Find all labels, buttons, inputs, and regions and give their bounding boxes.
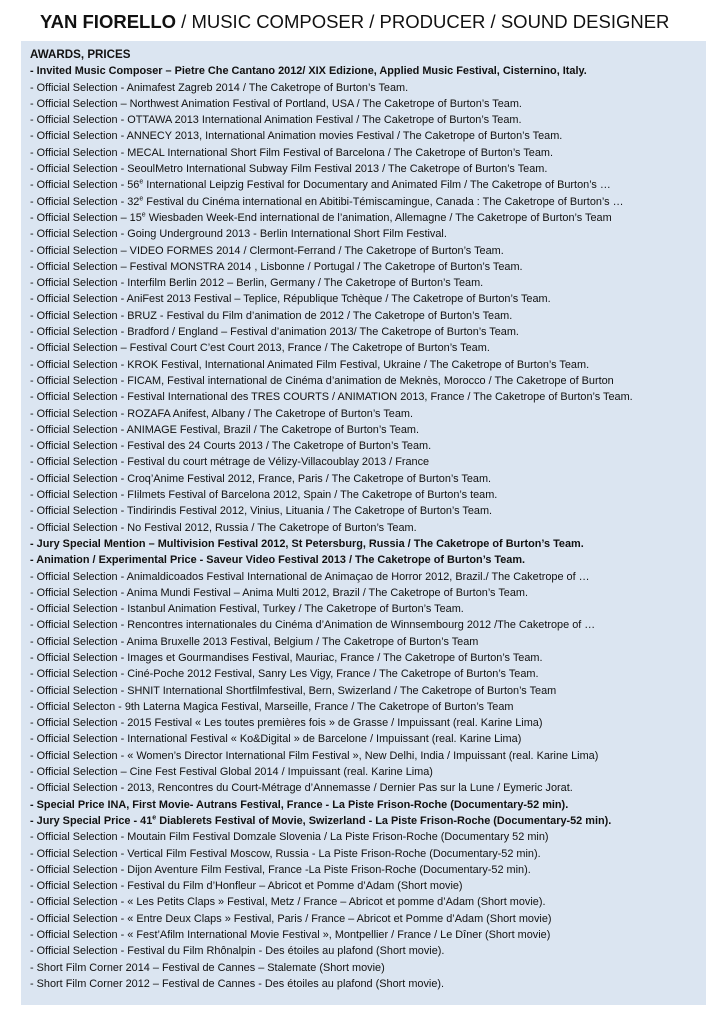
award-entry: - Official Selection - Festival du Film Rhônalpin - Des étoiles au plafond (Short movie). [30, 945, 445, 958]
award-entry: - Special Price INA, First Movie- Autrans Festival, France - La Piste Frison-Roche (Documentary-52 min). [30, 798, 569, 811]
award-entry: - Official Selection - Dijon Aventure Film Festival, France -La Piste Frison-Roche (Documentary-52 min). [30, 863, 531, 876]
award-entry: - Official Selection - « Women’s Director International Film Festival », New Delhi, India / Impuissant (real. Karine Lima) [30, 749, 599, 762]
award-entry-text: - Jury Special Price - 41 [30, 814, 153, 827]
award-entry: - Official Selection - Festival du court métrage de Vélizy-Villacoublay 2013 / France [30, 456, 430, 469]
award-entry: - Official Selection - Interfilm Berlin 2012 – Berlin, Germany / The Caketrope of Burton’s Team. [30, 277, 484, 290]
award-entry: - Official Selection - Animafest Zagreb 2014 / The Caketrope of Burton’s Team. [30, 81, 409, 94]
award-entry: - Official Selection - Festival International des TRES COURTS / ANIMATION 2013, France / The Caketrope of Burton’s Team. [30, 391, 633, 404]
award-entry: - Official Selection - 2015 Festival « Les toutes premières fois » de Grasse / Impuissant (real. Karine Lima) [30, 717, 543, 730]
page-header [40, 11, 669, 33]
award-entry-text: Diablerets Festival of Movie, Swizerland - La Piste Frison-Roche (Documentary-52 min). [156, 814, 612, 827]
award-entry: - Official Selection - FICAM, Festival international de Cinéma d’animation de Meknès, Morocco / The Caketrope of Burton [30, 374, 614, 387]
award-entry [30, 210, 705, 226]
award-entry-text: - Official Selection - 32 [30, 195, 140, 208]
award-entry: - Official Selection - Anima Bruxelle 2013 Festival, Belgium / The Caketrope of Burton’s Team [30, 635, 479, 648]
award-entry: - Official Selection - Going Underground 2013 - Berlin International Short Film Festival. [30, 228, 447, 241]
award-entry: - Animation / Experimental Price - Saveur Video Festival 2013 / The Caketrope of Burton’s Team. [30, 554, 526, 567]
award-entry-text: Wiesbaden Week-End international de l’animation, Allemagne / The Caketrope of Burton’s Team [145, 211, 612, 224]
award-entry [30, 813, 705, 829]
composer-name: YAN FIORELLO [40, 11, 177, 32]
award-entry: - Official Selection - Ciné-Poche 2012 Festival, Sanry Les Vigy, France / The Caketrope of Burton’s Team. [30, 668, 539, 681]
award-entry: - Official Selection - Images et Gourmandises Festival, Mauriac, France / The Caketrope of Burton’s Team. [30, 651, 543, 664]
award-entry: - Short Film Corner 2014 – Festival de Cannes – Stalemate (Short movie) [30, 961, 385, 974]
award-entry-text: Festival du Cinéma international en Abitibi-Témiscamingue, Canada : The Caketrope of Burton’s … [143, 195, 624, 208]
awards-heading: AWARDS, PRICES [30, 48, 131, 61]
awards-list [30, 47, 705, 992]
award-entry: - Official Selection - Croq’Anime Festival 2012, France, Paris / The Caketrope of Burton’s Team. [30, 472, 492, 485]
award-entry: - Official Selection - SeoulMetro International Subway Film Festival 2013 / The Caketrope of Burton’s Team. [30, 163, 548, 176]
award-entry: - Official Selection - FIilmets Festival of Barcelona 2012, Spain / The Caketrope of Burton’s team. [30, 489, 498, 502]
award-entry: - Official Selection - KROK Festival, International Animated Film Festival, Ukraine / The Caketrope of Burton’s Team. [30, 358, 590, 371]
award-entry: - Official Selection - Istanbul Animation Festival, Turkey / The Caketrope of Burton’s Team. [30, 603, 464, 616]
award-entry: - Official Selection – VIDEO FORMES 2014 / Clermont-Ferrand / The Caketrope of Burton’s Team. [30, 244, 504, 257]
award-entry-text: International Leipzig Festival for Documentary and Animated Film / The Caketrope of Burton’s … [143, 179, 611, 192]
ordinal-superscript: e [139, 178, 144, 186]
award-entry: - Official Selection - Vertical Film Festival Moscow, Russia - La Piste Frison-Roche (Documentary-52 min). [30, 847, 541, 860]
award-entry: - Official Selection – Northwest Animation Festival of Portland, USA / The Caketrope of Burton’s Team. [30, 97, 522, 110]
award-entry-text: - Official Selection – 15 [30, 211, 142, 224]
award-entry: - Official Selection - SHNIT International Shortfilmfestival, Bern, Swizerland / The Caketrope of Burton’s Team [30, 684, 557, 697]
award-entry: - Official Selection - No Festival 2012, Russia / The Caketrope of Burton’s Team. [30, 521, 417, 534]
award-entry-text: - Official Selection - 56 [30, 179, 140, 192]
award-entry: - Official Selection - OTTAWA 2013 International Animation Festival / The Caketrope of Burton’s Team. [30, 114, 522, 127]
award-entry: - Official Selection - ANNECY 2013, International Animation movies Festival / The Caketrope of Burton’s Team. [30, 130, 563, 143]
award-entry: - Invited Music Composer – Pietre Che Cantano 2012/ XIX Edizione, Applied Music Festival, Cisternino, Italy. [30, 65, 587, 78]
award-entry: - Official Selection - Bradford / England – Festival d’animation 2013/ The Caketrope of Burton’s Team. [30, 326, 519, 339]
award-entry: - Official Selection - 2013, Rencontres du Court-Métrage d’Annemasse / Dernier Pas sur la Lune / Eymeric Jorat. [30, 782, 573, 795]
award-entry: - Official Selection - Tindirindis Festival 2012, Vinius, Lituania / The Caketrope of Burton’s Team. [30, 505, 493, 518]
award-entry: - Official Selection - Festival du Film d’Honfleur – Abricot et Pomme d’Adam (Short movie) [30, 880, 463, 893]
award-entry: - Official Selection - « Les Petits Claps » Festival, Metz / France – Abricot et pomme d’Adam (Short movie). [30, 896, 546, 909]
award-entry [30, 177, 705, 193]
award-entry [30, 194, 705, 210]
ordinal-superscript: e [141, 211, 146, 219]
award-entry: - Official Selection - MECAL International Short Film Festival of Barcelona / The Caketrope of Burton’s Team. [30, 146, 553, 159]
award-entry: - Official Selection - ANIMAGE Festival, Brazil / The Caketrope of Burton’s Team. [30, 423, 419, 436]
award-entry: - Official Selecton - 9th Laterna Magica Festival, Marseille, France / The Caketrope of Burton’s Team [30, 700, 514, 713]
award-entry: - Official Selection - Festival des 24 Courts 2013 / The Caketrope of Burton’s Team. [30, 440, 432, 453]
award-entry: - Official Selection - AniFest 2013 Festival – Teplice, République Tchèque / The Caketrope of Burton’s Team. [30, 293, 551, 306]
award-entry: - Official Selection – Festival MONSTRA 2014 , Lisbonne / Portugal / The Caketrope of Burton’s Team. [30, 260, 523, 273]
award-entry: - Official Selection – Cine Fest Festival Global 2014 / Impuissant (real. Karine Lima) [30, 766, 433, 779]
award-entry: - Official Selection - « Entre Deux Claps » Festival, Paris / France – Abricot et Pomme d’Adam (Short movie) [30, 912, 552, 925]
composer-title: / MUSIC COMPOSER / PRODUCER / SOUND DESIGNER [176, 11, 670, 32]
award-entry: - Official Selection - Anima Mundi Festival – Anima Multi 2012, Brazil / The Caketrope of Burton’s Team. [30, 586, 528, 599]
ordinal-superscript: e [152, 814, 157, 822]
award-entry: - Official Selection - « Fest’Afilm International Movie Festival », Montpellier / France / Le Dîner (Short movie) [30, 929, 551, 942]
award-entry: - Official Selection - International Festival « Ko&Digital » de Barcelone / Impuissant (real. Karine Lima) [30, 733, 522, 746]
award-entry: - Official Selection - BRUZ - Festival du Film d’animation de 2012 / The Caketrope of Burton’s Team. [30, 309, 513, 322]
award-entry: - Official Selection - Moutain Film Festival Domzale Slovenia / La Piste Frison-Roche (Documentary 52 min) [30, 831, 549, 844]
award-entry: - Official Selection – Festival Court C’est Court 2013, France / The Caketrope of Burton’s Team. [30, 342, 490, 355]
award-entry: - Official Selection - Rencontres internationales du Cinéma d’Animation de Winnsembourg 2012 /The Caketrope of … [30, 619, 596, 632]
award-entry: - Short Film Corner 2012 – Festival de Cannes - Des étoiles au plafond (Short movie). [30, 977, 445, 990]
award-entry: - Official Selection - ROZAFA Anifest, Albany / The Caketrope of Burton’s Team. [30, 407, 413, 420]
award-entry: - Jury Special Mention – Multivision Festival 2012, St Petersburg, Russia / The Caketrope of Burton’s Team. [30, 537, 584, 550]
ordinal-superscript: e [139, 195, 144, 203]
award-entry: - Official Selection - Animaldicoados Festival International de Animaçao de Horror 2012, Brazil./ The Caketrope of … [30, 570, 590, 583]
